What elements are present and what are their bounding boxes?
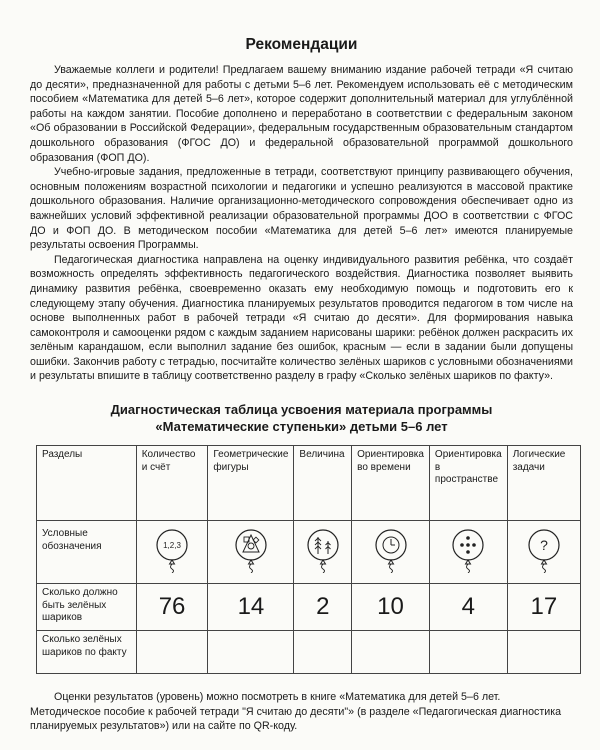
geometric-shapes-balloon-icon <box>232 527 270 573</box>
dots-balloon-icon <box>449 527 487 573</box>
count-logic: 17 <box>507 584 580 631</box>
table-title-line-1: Диагностическая таблица усвоения материала программы <box>110 402 493 418</box>
diagnostic-table <box>36 445 581 674</box>
paragraph-1: Уважаемые коллеги и родители! Предлагаем вашему вниманию издание рабочей тетради «Я считаю до десяти», предназначенной для работы с детьми 5–6 лет. Рекомендуем использовать её с методическим пособием «Математика для детей 5–6 лет», которое содержит дополнительный материал для углублённой работы на каждом занятии. Пособие дополнено и переработано в соответствии с федеральным законом «Об образовании в Российской Федерации», федеральным государственным образовательным стандартом дошкольного образования (ФГОС ДО) и федеральной образовательной программой дошкольного образования (ФОП ДО). <box>30 64 573 164</box>
row-label-actual: Сколько зелёных шариков по факту <box>37 631 137 674</box>
table-expected-row <box>37 584 581 631</box>
balloon-icon-text: ? <box>539 536 548 553</box>
actual-cell-geometry[interactable] <box>208 631 294 674</box>
table-actual-row <box>37 631 581 674</box>
actual-cell-time[interactable] <box>352 631 430 674</box>
trees-size-balloon-icon <box>304 527 342 573</box>
count-space: 4 <box>429 584 507 631</box>
count-time: 10 <box>352 584 430 631</box>
row-label-symbols: Условные обозначения <box>37 521 137 584</box>
footer-note: Оценки результатов (уровень) можно посмотреть в книге «Математика для детей 5–6 лет. Методическое пособие к рабочей тетради "Я считаю до десяти"» (в разделе «Педагогическая диагностика планируемых результатов») или на сайте по QR-коду. <box>30 691 562 733</box>
balloon-icon-text: 1,2,3 <box>163 540 181 550</box>
column-header-counting: Количество и счёт <box>136 446 208 521</box>
column-header-space: Ориентировка в пространстве <box>429 446 507 521</box>
actual-cell-counting[interactable] <box>136 631 208 674</box>
table-title-line-2: «Математические ступеньки» детьми 5–6 лет <box>155 419 448 435</box>
question-balloon-icon <box>525 527 563 573</box>
paragraph-3: Педагогическая диагностика направлена на оценку индивидуального развития ребёнка, что создаёт возможность определять эффективность педагогического воздействия. Диагностика позволяет выявить динамику развития ребёнка, своевременно оказать ему необходимую помощь и подготовить его к следующему этапу обучения. Диагностика планируемых результатов проводится педагогом в том числе на основе выполненных работ в рабочей тетради «Я считаю до десяти». Для формирования навыка самоконтроля и самооценки рядом с каждым заданием нарисованы шарики: ребёнок должен раскрасить их зелёным карандашом, если выполнил задание без ошибок, красным — если в задании были допущены ошибки. Закончив работу с тетрадью, посчитайте количество зелёных шариков с условными обозначениями и результаты впишите в таблицу соответственно разделу в графу «Сколько зелёных шариков по факту». <box>30 253 573 383</box>
table-header-row <box>37 446 581 521</box>
clock-balloon-icon <box>372 527 410 573</box>
actual-cell-space[interactable] <box>429 631 507 674</box>
actual-cell-logic[interactable] <box>507 631 580 674</box>
page-title: Рекомендации <box>245 36 358 53</box>
numbers-123-balloon-icon <box>153 527 191 573</box>
column-header-size: Величина <box>294 446 352 521</box>
column-header-time: Ориентировка во времени <box>352 446 430 521</box>
count-counting: 76 <box>136 584 208 631</box>
table-symbols-row <box>37 521 581 584</box>
column-header-logic: Логические задачи <box>507 446 580 521</box>
count-geometry: 14 <box>208 584 294 631</box>
row-label-should-be: Сколько должно быть зелёных шариков <box>37 584 137 631</box>
row-label-sections: Разделы <box>37 446 137 521</box>
page <box>30 36 573 734</box>
count-size: 2 <box>294 584 352 631</box>
paragraph-2: Учебно-игровые задания, предложенные в тетради, соответствуют принципу развивающего обучения, основным положениям возрастной психологии и педагогики и успешно реализуются в массовой практике дошкольного образования. Наличие организационно-методического сопровождения обеспечивает одно из важнейших условий эффективной реализации образовательной программы ДОО в соответствии с ФГОС ДО и ФОП ДО. В методическом пособии «Математика для детей 5–6 лет» имеются планируемые результаты освоения Программы. <box>30 166 573 252</box>
actual-cell-size[interactable] <box>294 631 352 674</box>
column-header-geometry: Геометрические фигуры <box>208 446 294 521</box>
table-title <box>30 401 573 435</box>
